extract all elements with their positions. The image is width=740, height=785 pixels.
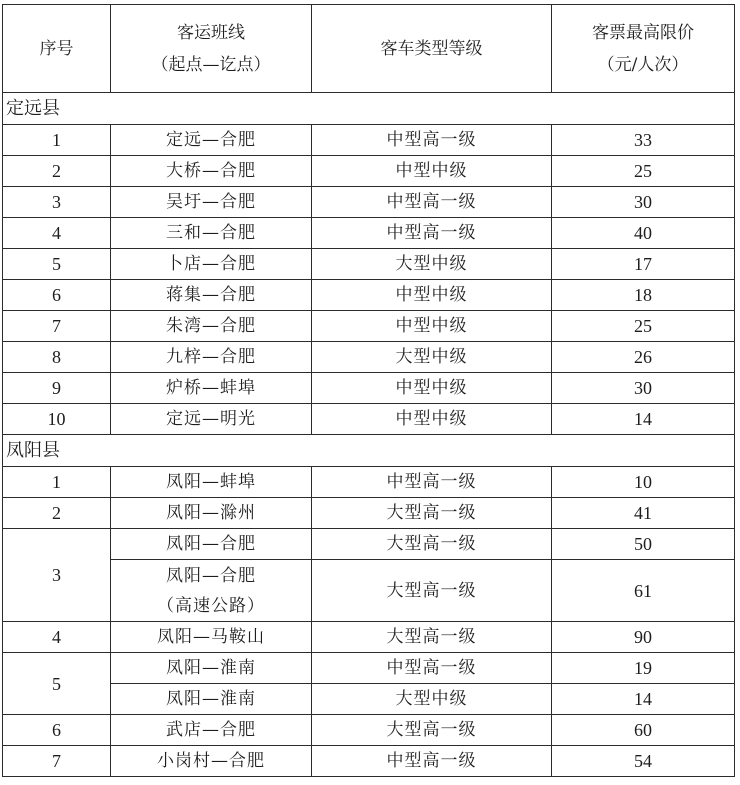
route-cell: 小岗村—合肥 (111, 746, 312, 777)
table-row (3, 218, 735, 249)
price-cell: 30 (552, 187, 735, 218)
header-route-line2: （起点—讫点） (151, 54, 271, 75)
header-route-line1: 客运班线 (177, 22, 245, 43)
route-cell: 凤阳—马鞍山 (111, 622, 312, 653)
seq-cell: 2 (3, 156, 111, 187)
table-row (3, 715, 735, 746)
table-row (3, 498, 735, 529)
seq-cell: 5 (3, 249, 111, 280)
seq-cell: 6 (3, 715, 111, 746)
header-seq: 序号 (3, 5, 111, 93)
table-row (3, 373, 735, 404)
price-cell: 60 (552, 715, 735, 746)
header-price (552, 5, 735, 93)
table-row (3, 125, 735, 156)
price-cell: 30 (552, 373, 735, 404)
route-line1: 凤阳—合肥 (166, 565, 256, 586)
table-row (3, 249, 735, 280)
price-cell: 25 (552, 156, 735, 187)
vehicle-cell: 大型高一级 (312, 715, 552, 746)
table-row (3, 529, 735, 560)
vehicle-cell: 大型中级 (312, 684, 552, 715)
vehicle-cell: 中型中级 (312, 373, 552, 404)
seq-cell: 2 (3, 498, 111, 529)
vehicle-cell: 中型中级 (312, 311, 552, 342)
seq-cell: 7 (3, 746, 111, 777)
route-cell: 三和—合肥 (111, 218, 312, 249)
vehicle-cell: 大型中级 (312, 249, 552, 280)
table-row (3, 684, 735, 715)
vehicle-cell: 大型高一级 (312, 622, 552, 653)
route-cell: 凤阳—合肥 (111, 529, 312, 560)
seq-cell: 5 (3, 653, 111, 715)
route-cell: 大桥—合肥 (111, 156, 312, 187)
seq-cell: 3 (3, 187, 111, 218)
header-price-line1: 客票最高限价 (592, 22, 694, 43)
table-row (3, 467, 735, 498)
price-cell: 14 (552, 684, 735, 715)
seq-cell: 4 (3, 622, 111, 653)
price-cell: 17 (552, 249, 735, 280)
header-route (111, 5, 312, 93)
seq-cell: 8 (3, 342, 111, 373)
route-cell (111, 560, 312, 622)
price-cell: 26 (552, 342, 735, 373)
table-row (3, 622, 735, 653)
header-row (3, 5, 735, 93)
table-row (3, 653, 735, 684)
table-row (3, 342, 735, 373)
table-row (3, 187, 735, 218)
table-row (3, 156, 735, 187)
table-row (3, 404, 735, 435)
vehicle-cell: 中型高一级 (312, 467, 552, 498)
table-row (3, 280, 735, 311)
vehicle-cell: 中型中级 (312, 156, 552, 187)
group-row (3, 93, 735, 125)
seq-cell: 6 (3, 280, 111, 311)
table-row (3, 746, 735, 777)
route-cell: 吴圩—合肥 (111, 187, 312, 218)
seq-cell: 1 (3, 467, 111, 498)
price-cell: 25 (552, 311, 735, 342)
vehicle-cell: 大型中级 (312, 342, 552, 373)
route-cell: 定远—明光 (111, 404, 312, 435)
route-cell: 凤阳—淮南 (111, 684, 312, 715)
price-cell: 61 (552, 560, 735, 622)
vehicle-cell: 中型高一级 (312, 746, 552, 777)
route-cell: 朱湾—合肥 (111, 311, 312, 342)
route-cell: 凤阳—滁州 (111, 498, 312, 529)
seq-cell: 9 (3, 373, 111, 404)
vehicle-cell: 中型高一级 (312, 187, 552, 218)
seq-cell: 7 (3, 311, 111, 342)
price-cell: 19 (552, 653, 735, 684)
price-cell: 50 (552, 529, 735, 560)
vehicle-cell: 中型高一级 (312, 125, 552, 156)
price-cell: 40 (552, 218, 735, 249)
price-cell: 90 (552, 622, 735, 653)
group-row (3, 435, 735, 467)
vehicle-cell: 中型高一级 (312, 653, 552, 684)
header-vehicle: 客车类型等级 (312, 5, 552, 93)
fare-table (2, 4, 735, 777)
seq-cell: 10 (3, 404, 111, 435)
price-cell: 41 (552, 498, 735, 529)
vehicle-cell: 大型高一级 (312, 560, 552, 622)
vehicle-cell: 大型高一级 (312, 529, 552, 560)
route-cell: 武店—合肥 (111, 715, 312, 746)
route-cell: 凤阳—淮南 (111, 653, 312, 684)
route-cell: 蒋集—合肥 (111, 280, 312, 311)
group-title: 定远县 (3, 93, 735, 125)
price-cell: 54 (552, 746, 735, 777)
vehicle-cell: 中型中级 (312, 280, 552, 311)
price-cell: 14 (552, 404, 735, 435)
vehicle-cell: 中型中级 (312, 404, 552, 435)
header-price-line2: （元/人次） (597, 54, 689, 75)
table-row (3, 311, 735, 342)
route-cell: 九梓—合肥 (111, 342, 312, 373)
seq-cell: 4 (3, 218, 111, 249)
group-title: 凤阳县 (3, 435, 735, 467)
price-cell: 33 (552, 125, 735, 156)
price-cell: 10 (552, 467, 735, 498)
route-cell: 卜店—合肥 (111, 249, 312, 280)
seq-cell: 3 (3, 529, 111, 622)
vehicle-cell: 中型高一级 (312, 218, 552, 249)
price-cell: 18 (552, 280, 735, 311)
route-cell: 炉桥—蚌埠 (111, 373, 312, 404)
route-cell: 定远—合肥 (111, 125, 312, 156)
table-row (3, 560, 735, 622)
seq-cell: 1 (3, 125, 111, 156)
vehicle-cell: 大型高一级 (312, 498, 552, 529)
route-cell: 凤阳—蚌埠 (111, 467, 312, 498)
route-line2: （高速公路） (157, 595, 265, 616)
